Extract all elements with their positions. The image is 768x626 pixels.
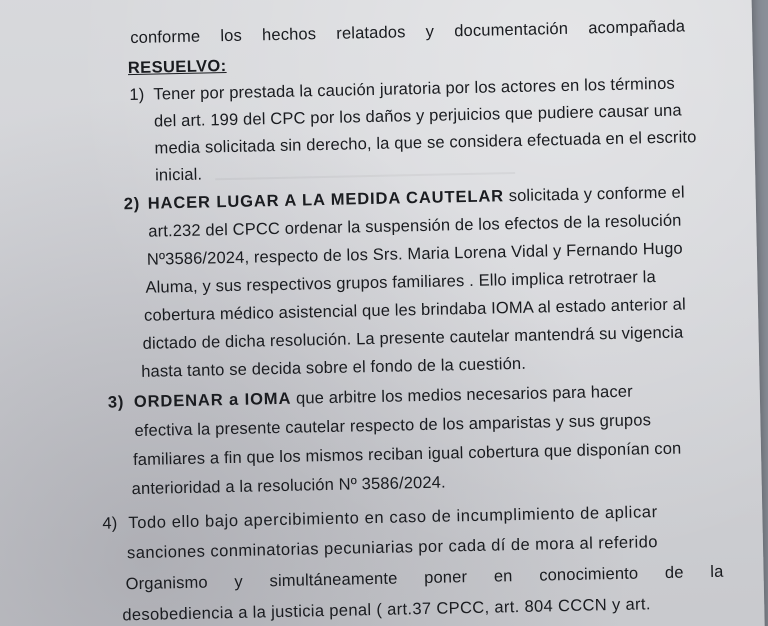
item-4-line: Todo ello bajo apercibimiento en caso de incumplimiento de aplicar (128, 503, 658, 533)
intro-word: conforme (130, 27, 201, 48)
item-3-lead-rest: que arbitre los medios necesarios para hacer (291, 382, 633, 408)
item-2-line: art.232 del CPCC ordenar la suspensión de los efectos de la resolución (148, 211, 682, 241)
item-2-line: dictado de dicha resolución. La presente cautelar mantendrá su vigencia (142, 323, 684, 353)
item-3-bold-lead: ORDENAR a IOMA (133, 389, 292, 412)
item-3-lead (134, 383, 633, 412)
intro-word: documentación (454, 19, 569, 41)
item-4-number: 4) (102, 514, 118, 533)
resolution-heading: RESUELVO: (127, 57, 227, 78)
item-4-line: sanciones conminatorias pecuniarias por cada dí de mora al referido (126, 533, 659, 563)
intro-word: hechos (261, 25, 317, 45)
item-2-line: Aluma, y sus respectivos grupos familiares . Ello implica retrotraer la (145, 268, 656, 297)
bleed-through (215, 172, 515, 180)
intro-word: relatados (336, 23, 406, 43)
item-4-line-spread (125, 562, 724, 594)
item-3-line: anterioridad a la resolución Nº 3586/2024. (131, 473, 446, 499)
item-2-line: hasta tanto se decida sobre el fondo de la cuestión. (141, 354, 527, 381)
intro-word: acompañada (588, 17, 686, 38)
item-1-number: 1) (129, 85, 145, 105)
item-2-line: cobertura médico asistencial que les brindaba IOMA al estado anterior al (143, 295, 687, 325)
item-4-line: Organismo y simultáneamente poner en conocimiento de la (125, 562, 724, 594)
intro-word: los (220, 26, 243, 46)
item-2-lead-rest: solicitada y conforme el (503, 183, 685, 206)
item-2-bold-lead: HACER LUGAR A LA MEDIDA CAUTELAR (147, 187, 505, 213)
item-1-line: del art. 199 del CPC por los daños y perjuicios que pudiere causar una (153, 101, 682, 131)
item-3-number: 3) (107, 393, 125, 412)
item-3-line: familiares a fin que los mismos reciban igual cobertura que disponían con (132, 439, 682, 470)
item-2-line: Nº3586/2024, respecto de los Srs. Maria Lorena Vidal y Fernando Hugo (146, 239, 683, 269)
intro-line (130, 17, 685, 48)
item-3-line: efectiva la presente cautelar respecto de los amparistas y sus grupos (134, 411, 652, 441)
item-1-line: media solicitada sin derecho, la que se considera efectuada en el escrito (154, 128, 697, 158)
item-2-lead (148, 183, 685, 213)
item-4-line: desobediencia a la justicia penal ( art.37 CPCC, art. 804 CCCN y art. (122, 595, 651, 625)
item-2-number: 2) (123, 194, 141, 214)
item-1-line: Tener por prestada la caución juratoria por los actores en los términos (153, 74, 676, 104)
intro-word: y (425, 22, 435, 41)
item-1-line: inicial. (154, 165, 203, 185)
